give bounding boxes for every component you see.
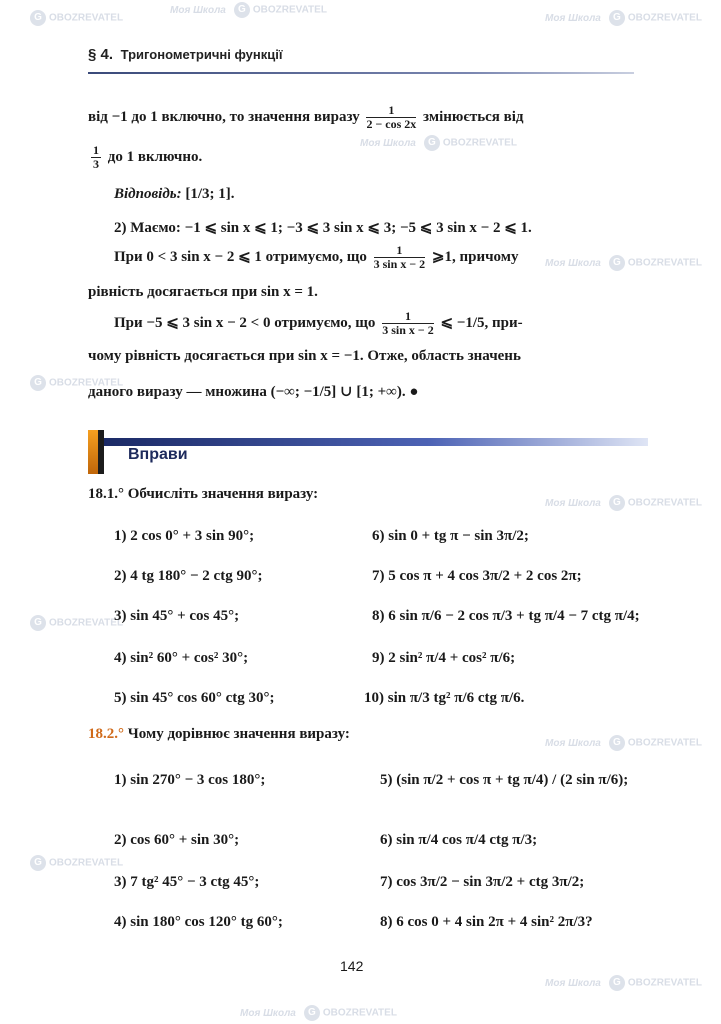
exercises-banner (88, 430, 648, 474)
exercises-title: Вправи (128, 446, 188, 463)
exercise-item: 8) 6 sin π/6 − 2 cos π/3 + tg π/4 − 7 ctg π/4; (372, 608, 640, 624)
watermark: G OBOZREVATEL (30, 615, 123, 631)
exercise-item: 6) sin 0 + tg π − sin 3π/2; (372, 528, 529, 544)
exercise-item: 5) sin 45° cos 60° ctg 30°; (114, 690, 275, 706)
fraction: $\frac{1}{3}$ (93, 143, 99, 171)
section-title: Тригонометричні функції (120, 47, 283, 62)
exercise-item: 3) 7 tg² 45° − 3 ctg 45°; (114, 874, 260, 890)
watermark: Моя Школа G OBOZREVATEL (545, 975, 702, 991)
page-number: 142 (340, 958, 364, 974)
watermark: Моя Школа G OBOZREVATEL (545, 255, 702, 271)
exercise-item: 6) sin π/4 cos π/4 ctg π/3; (380, 832, 538, 848)
watermark: Моя Школа G OBOZREVATEL (170, 2, 327, 18)
exercise-number: 18.2.° (88, 726, 124, 742)
text-line-3: 2) Маємо: −1 ⩽ sin x ⩽ 1; −3 ⩽ 3 sin x ⩽ 3; −5 ⩽ 3 sin x − 2 ⩽ 1. (114, 220, 532, 236)
exercise-18-1-header (88, 486, 318, 503)
text-line-1: від −1 до 1 включно, то значення виразу $\frac{1}{2 - \cos 2x}$ змінюється від (88, 103, 524, 131)
watermark: Моя Школа G OBOZREVATEL (240, 1005, 397, 1021)
fraction: $\frac{1}{2 - \cos 2x}$ (366, 103, 417, 131)
exercise-item: 3) sin 45° + cos 45°; (114, 608, 240, 624)
exercise-item: 5) (sin π/2 + cos π + tg π/4) / (2 sin π/6); (380, 772, 629, 788)
exercise-prompt: Чому дорівнює значення виразу: (127, 726, 350, 742)
text-line-2: $\frac{1}{3}$ до 1 включно. (93, 143, 203, 171)
exercise-item: 1) sin 270° − 3 cos 180°; (114, 772, 266, 788)
exercise-18-2-header (88, 726, 350, 743)
watermark: Моя Школа G OBOZREVATEL (360, 135, 517, 151)
exercise-item: 9) 2 sin² π/4 + cos² π/6; (372, 650, 516, 666)
text-line-5: рівність досягається при sin x = 1. (88, 284, 318, 300)
watermark: G OBOZREVATEL (30, 855, 123, 871)
answer-value: [1/3; 1]. (185, 186, 235, 202)
watermark: Моя Школа G OBOZREVATEL (545, 735, 702, 751)
exercise-item: 10) sin π/3 tg² π/6 ctg π/6. (364, 690, 525, 706)
section-number: § 4. (88, 46, 114, 63)
fraction: $\frac{1}{\text{3 sin x − 2}}$ (373, 243, 426, 271)
text-line-6: При −5 ⩽ 3 sin x − 2 < 0 отримуємо, що $\frac{1}{\text{3 sin x − 2}}$ ⩽ −1/5, при- (114, 309, 523, 337)
exercise-item: 2) 4 tg 180° − 2 ctg 90°; (114, 568, 263, 584)
exercise-item: 7) cos 3π/2 − sin 3π/2 + ctg 3π/2; (380, 874, 585, 890)
answer-line (114, 186, 235, 203)
text-line-7: чому рівність досягається при sin x = −1. Отже, область значень (88, 348, 521, 364)
watermark: G OBOZREVATEL (30, 375, 123, 391)
watermark: Моя Школа G OBOZREVATEL (545, 495, 702, 511)
exercise-item: 7) 5 cos π + 4 cos 3π/2 + 2 cos 2π; (372, 568, 582, 584)
header-rule (88, 72, 634, 74)
exercise-item: 8) 6 cos 0 + 4 sin 2π + 4 sin² 2π/3? (380, 914, 593, 930)
answer-label: Відповідь: (114, 186, 182, 202)
exercise-number: 18.1.° (88, 486, 124, 502)
exercise-item: 1) 2 cos 0° + 3 sin 90°; (114, 528, 255, 544)
running-header (88, 46, 283, 63)
watermark: Моя Школа G OBOZREVATEL (545, 10, 702, 26)
text-line-8: даного виразу — множина (−∞; −1/5] ∪ [1; +∞). ● (88, 384, 419, 400)
exercise-item: 4) sin² 60° + cos² 30°; (114, 650, 249, 666)
exercise-prompt: Обчисліть значення виразу: (127, 486, 319, 502)
text-line-4: При 0 < 3 sin x − 2 ⩽ 1 отримуємо, що $\frac{1}{\text{3 sin x − 2}}$ ⩾1, причому (114, 243, 519, 271)
fraction: $\frac{1}{\text{3 sin x − 2}}$ (382, 309, 434, 337)
watermark: G OBOZREVATEL (30, 10, 123, 26)
exercise-item: 4) sin 180° cos 120° tg 60°; (114, 914, 283, 930)
exercise-item: 2) cos 60° + sin 30°; (114, 832, 240, 848)
